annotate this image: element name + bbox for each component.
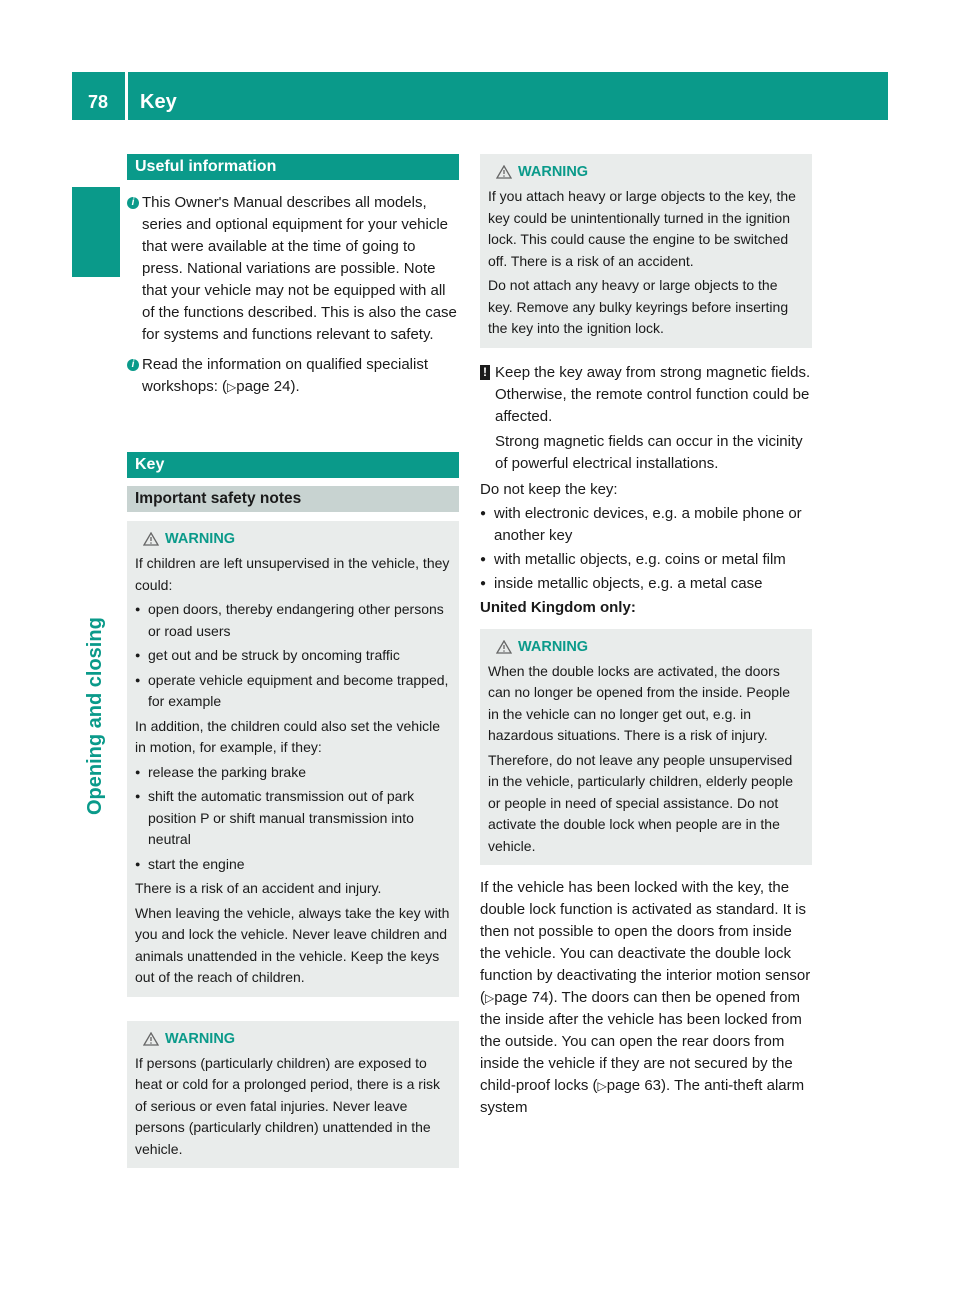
warning-triangle-icon [496,165,512,179]
page-reference-link[interactable]: page 63 [606,1077,662,1094]
list-item: ● inside metallic objects, e.g. a metal case [480,573,812,595]
notice-paragraph [480,362,812,475]
list-item: ● get out and be struck by oncoming traffic [135,645,451,667]
page-ref-arrow-icon: ▷ [227,380,237,394]
info-text: Read the information on qualified specialist workshops: ( [142,356,429,395]
page-reference-link[interactable]: page 24 [236,378,291,395]
warning-text: There is a risk of an accident and injury. [135,880,382,896]
header-bar [72,72,888,120]
warning-text: When the double locks are activated, the doors can no longer be opened from the inside. People in the vehicle can no longer get out, e.g. in hazardous situations. There is a risk of injury. [488,662,790,743]
page-title: Key [140,91,177,113]
info-paragraph: i Read the information on qualified specialist workshops: (▷page 24). [127,354,459,398]
warning-box [127,521,459,997]
page-reference-link[interactable]: page 74 [494,989,549,1006]
chapter-marker [72,187,120,277]
section-heading-useful-information: Useful information [127,154,459,180]
warning-box [127,1021,459,1169]
list-item: ● shift the automatic transmission out of park position P or shift manual transmission into neutral [135,786,451,851]
page-ref-arrow-icon: ▷ [485,991,495,1005]
list-item: ● release the parking brake [135,762,451,784]
warning-heading: WARNING [488,160,804,184]
header-divider [125,72,128,120]
body-text: If the vehicle has been locked with the key, the double lock function is activated as standard. It is then not possible to open the doors from inside the vehicle. You can deactivate the double lock function by deactivating the interior motion sensor (▷page 74). The doors can then be opened from the inside after the vehicle has been locked from the outside. You can open the rear doors from inside the vehicle if they are not secured by the child-proof locks (▷page 63). The anti-theft alarm system [480,879,811,1116]
subheading-uk: United Kingdom only: [480,598,636,616]
warning-text: When leaving the vehicle, always take the key with you and lock the vehicle. Never leave children and animals unattended in the vehicle. Keep the keys out of the reach of children. [135,904,450,985]
info-text: This Owner's Manual describes all models, series and optional equipment for your vehicle that were available at the time of going to press. National variations are possible. Note that your vehicle may not be equipped with all of the functions described. This is also the case for systems and functions relevant to safety. [142,194,457,343]
list-item: ● start the engine [135,854,451,876]
left-column [127,154,459,1168]
info-paragraph [127,192,459,346]
warning-triangle-icon [143,532,159,546]
list-item: ● with metallic objects, e.g. coins or metal film [480,549,812,571]
warning-text: In addition, the children could also set the vehicle in motion, for example, if they: [135,717,441,755]
chapter-label: Opening and closing [84,617,106,815]
exclamation-icon: ! [480,365,490,380]
warning-text: Do not attach any heavy or large objects to the key. Remove any bulky keyrings before inserting the key into the ignition lock. [488,277,789,336]
list-item: ● open doors, thereby endangering other persons or road users [135,599,451,642]
list-item: ● operate vehicle equipment and become trapped, for example [135,670,451,713]
warning-text: If children are left unsupervised in the vehicle, they could: [135,555,450,593]
warning-text: If persons (particularly children) are exposed to heat or cold for a prolonged period, there is a risk of serious or even fatal injuries. Never leave persons (particularly children) unattended in the vehicle. [135,1054,441,1157]
warning-box [480,629,812,866]
warning-triangle-icon [143,1032,159,1046]
warning-text: If you attach heavy or large objects to the key, the key could be unintentionally turned in the ignition lock. This could cause the engine to be switched off. There is a risk of an accident. [488,188,796,269]
warning-heading: WARNING [488,635,804,659]
page-ref-arrow-icon: ▷ [597,1079,607,1093]
info-icon: i [127,197,139,209]
page-number: 78 [87,92,109,112]
warning-triangle-icon [496,640,512,654]
warning-box [480,154,812,348]
subsection-heading-safety-notes: Important safety notes [127,486,459,512]
right-column [480,154,812,1119]
info-icon: i [127,359,139,371]
section-heading-key: Key [127,452,459,478]
warning-heading: WARNING [135,527,451,551]
notice-text: Keep the key away from strong magnetic fields. Otherwise, the remote control function could be affected. [495,363,811,425]
notice-text: Strong magnetic fields can occur in the vicinity of powerful electrical installations. [495,432,803,472]
warning-text: Therefore, do not leave any people unsupervised in the vehicle, particularly children, elderly people or people in need of special assistance. Do not activate the double lock when people are in the vehicle. [488,751,794,854]
warning-heading: WARNING [135,1027,451,1051]
body-text: Do not keep the key: [480,480,618,498]
list-item: ● with electronic devices, e.g. a mobile phone or another key [480,503,812,547]
